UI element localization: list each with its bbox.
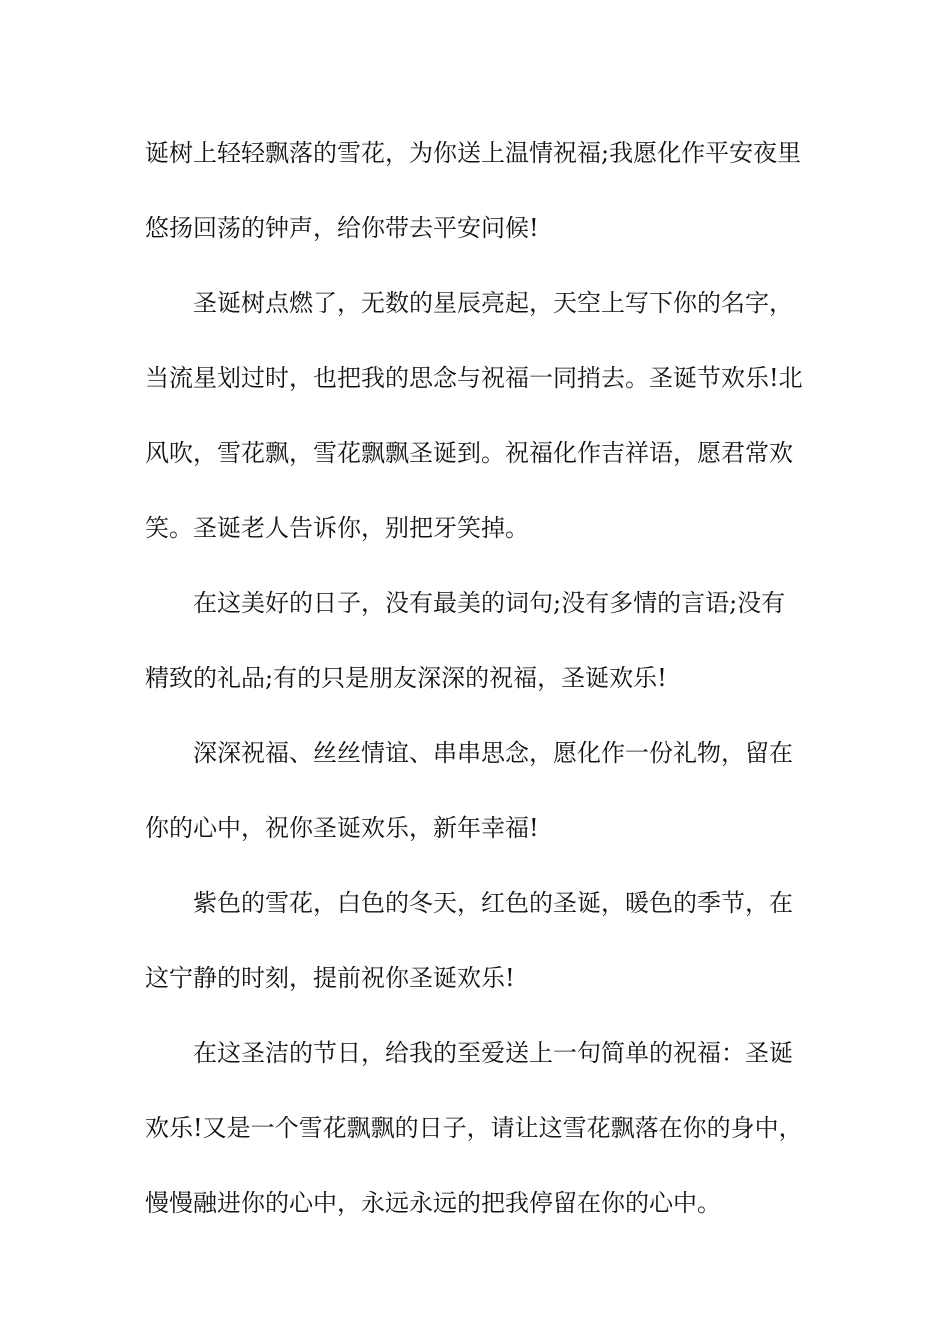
text-line: 圣诞树点燃了，无数的星辰亮起，天空上写下你的名字， <box>193 289 793 317</box>
text-line: 紫色的雪花，白色的冬天，红色的圣诞，暖色的季节，在 <box>193 889 793 917</box>
text-line: 欢乐!又是一个雪花飘飘的日子，请让这雪花飘落在你的身中， <box>145 1114 803 1142</box>
paragraph <box>145 728 810 878</box>
text-line: 深深祝福、丝丝情谊、串串思念，愿化作一份礼物，留在 <box>193 739 793 767</box>
text-line: 精致的礼品;有的只是朋友深深的祝福，圣诞欢乐! <box>145 664 667 692</box>
document-body <box>145 128 810 1253</box>
text-line: 这宁静的时刻，提前祝你圣诞欢乐! <box>145 964 515 992</box>
text-line: 在这美好的日子，没有最美的词句;没有多情的言语;没有 <box>193 589 786 617</box>
text-line: 当流星划过时，也把我的思念与祝福一同捎去。圣诞节欢乐!北 <box>145 364 803 392</box>
paragraph <box>145 128 810 278</box>
text-line: 笑。圣诞老人告诉你，别把牙笑掉。 <box>145 514 529 542</box>
paragraph <box>145 1028 810 1253</box>
text-line: 你的心中，祝你圣诞欢乐，新年幸福! <box>145 814 539 842</box>
text-line: 悠扬回荡的钟声，给你带去平安问候! <box>145 214 539 242</box>
text-line: 慢慢融进你的心中，永远永远的把我停留在你的心中。 <box>145 1189 721 1217</box>
text-line: 风吹，雪花飘，雪花飘飘圣诞到。祝福化作吉祥语，愿君常欢 <box>145 439 793 467</box>
paragraph <box>145 578 810 728</box>
paragraph <box>145 278 810 578</box>
paragraph <box>145 878 810 1028</box>
text-line: 在这圣洁的节日，给我的至爱送上一句简单的祝福：圣诞 <box>193 1039 793 1067</box>
text-line: 诞树上轻轻飘落的雪花，为你送上温情祝福;我愿化作平安夜里 <box>145 139 802 167</box>
